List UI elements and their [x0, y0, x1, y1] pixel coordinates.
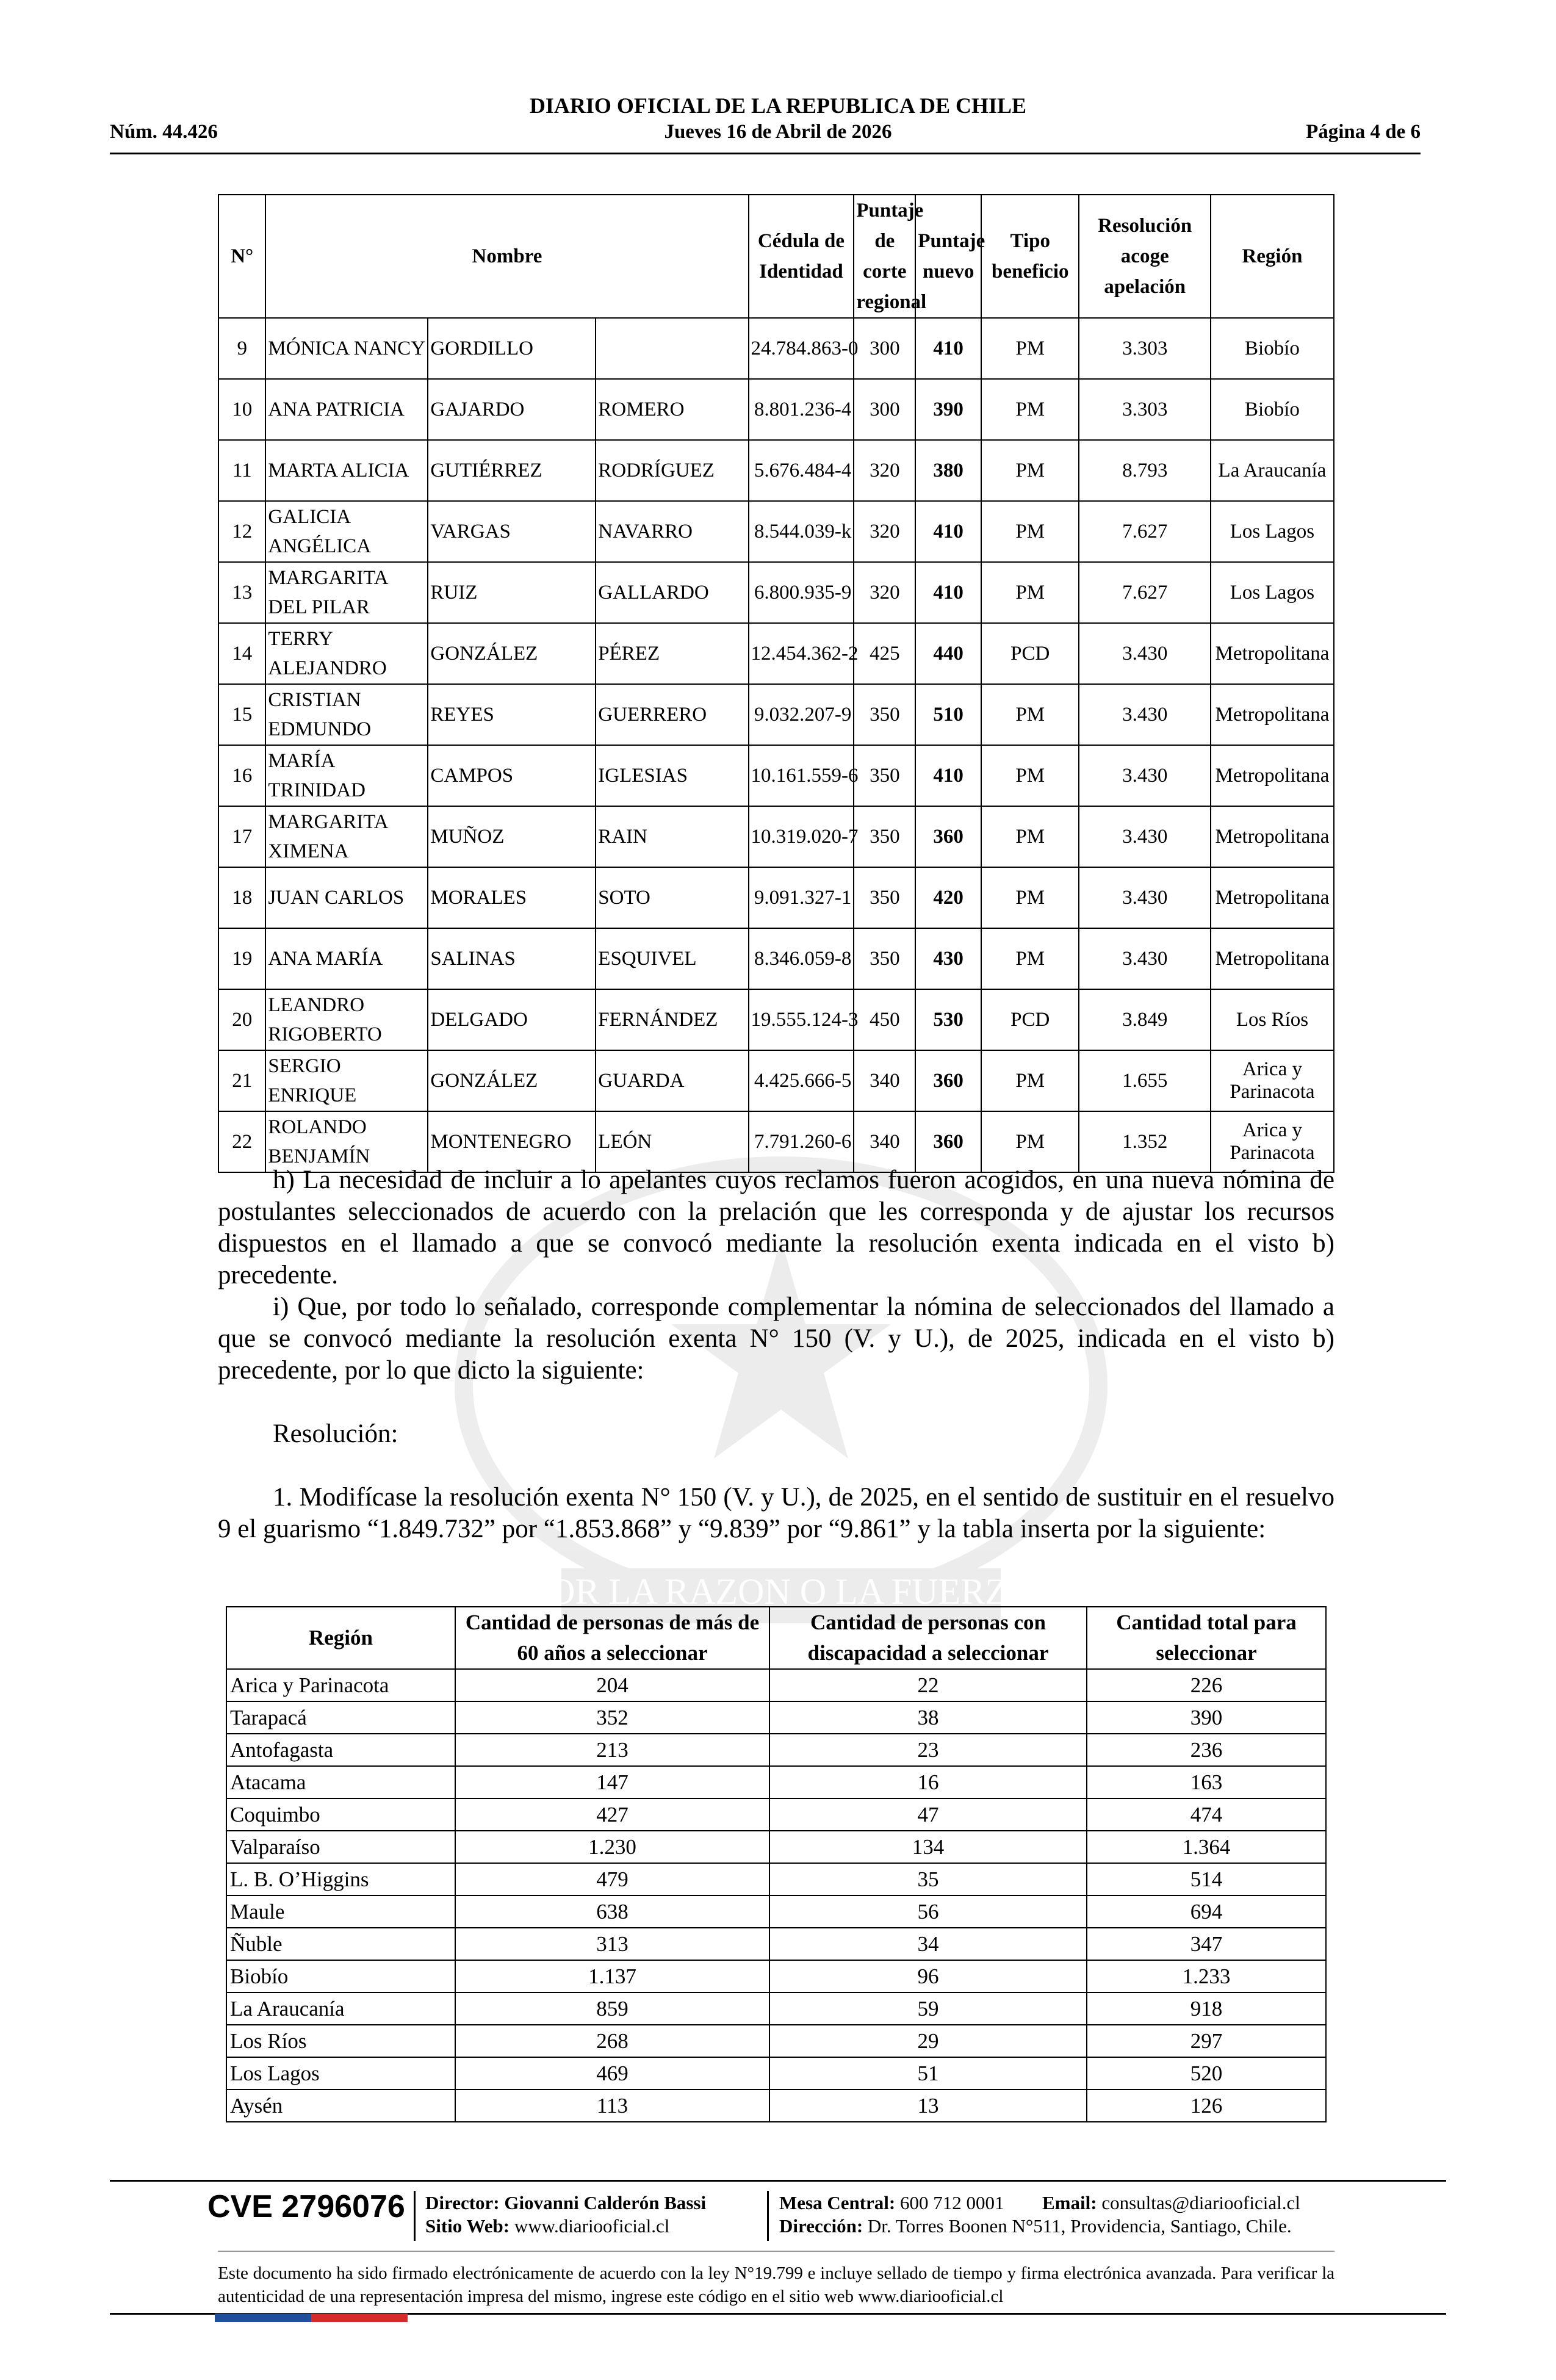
address-info	[779, 2215, 1292, 2238]
id-number: 8.544.039-k	[749, 501, 854, 562]
first-names: CRISTIAN EDMUNDO	[265, 684, 428, 745]
cut-score: 320	[854, 440, 915, 501]
table-row	[218, 501, 1334, 562]
over60-count: 113	[455, 2090, 769, 2122]
row-num: 17	[218, 806, 265, 867]
disability-count: 13	[769, 2090, 1087, 2122]
table-row	[226, 1992, 1326, 2025]
table-row	[218, 623, 1334, 684]
first-names: MARTA ALICIA	[265, 440, 428, 501]
disability-count: 59	[769, 1992, 1087, 2025]
first-names: LEANDRO RIGOBERTO	[265, 989, 428, 1050]
surname-2	[596, 318, 748, 379]
surname-1: MUÑOZ	[428, 806, 596, 867]
row-num: 15	[218, 684, 265, 745]
id-number: 9.032.207-9	[749, 684, 854, 745]
benefit-type: PM	[981, 1111, 1079, 1172]
table-row	[218, 440, 1334, 501]
benefit-type: PM	[981, 745, 1079, 806]
cut-score: 340	[854, 1111, 915, 1172]
resolution-number: 1.655	[1079, 1050, 1210, 1111]
cut-score: 300	[854, 379, 915, 440]
footer-separator	[414, 2191, 416, 2241]
benefit-type: PM	[981, 684, 1079, 745]
row-num: 21	[218, 1050, 265, 1111]
cut-score: 350	[854, 867, 915, 928]
surname-2: PÉREZ	[596, 623, 748, 684]
region: Los Lagos	[226, 2057, 455, 2090]
total-count: 226	[1087, 1669, 1326, 1701]
over60-count: 213	[455, 1734, 769, 1766]
disability-count: 35	[769, 1863, 1087, 1895]
cut-score: 450	[854, 989, 915, 1050]
address-value: Dr. Torres Boonen N°511, Providencia, Santiago, Chile.	[867, 2215, 1292, 2237]
total-count: 297	[1087, 2025, 1326, 2057]
region: Los Lagos	[1211, 562, 1334, 623]
over60-count: 479	[455, 1863, 769, 1895]
over60-count: 1.137	[455, 1960, 769, 1992]
disability-count: 56	[769, 1895, 1087, 1928]
surname-1: GORDILLO	[428, 318, 596, 379]
email-label: Email:	[1042, 2192, 1097, 2213]
id-number: 9.091.327-1	[749, 867, 854, 928]
first-names: MARÍA TRINIDAD	[265, 745, 428, 806]
first-names: JUAN CARLOS	[265, 867, 428, 928]
website-link[interactable]: www.diariooficial.cl	[514, 2215, 670, 2237]
disability-count: 96	[769, 1960, 1087, 1992]
col-disability: Cantidad de personas con discapacidad a seleccionar	[769, 1607, 1087, 1669]
appellants-table	[218, 194, 1334, 1173]
total-count: 694	[1087, 1895, 1326, 1928]
new-score: 360	[915, 806, 981, 867]
row-num: 13	[218, 562, 265, 623]
region: Tarapacá	[226, 1701, 455, 1734]
flag-red-segment	[311, 2313, 408, 2322]
table-row	[218, 989, 1334, 1050]
director-info	[425, 2191, 706, 2215]
row-num: 10	[218, 379, 265, 440]
footer-divider	[110, 2180, 1446, 2182]
surname-2: FERNÁNDEZ	[596, 989, 748, 1050]
surname-2: GUERRERO	[596, 684, 748, 745]
table-row	[226, 1734, 1326, 1766]
cut-score: 320	[854, 501, 915, 562]
row-num: 12	[218, 501, 265, 562]
table-row	[226, 1928, 1326, 1960]
id-number: 12.454.362-2	[749, 623, 854, 684]
total-count: 1.364	[1087, 1831, 1326, 1863]
row-num: 22	[218, 1111, 265, 1172]
new-score: 410	[915, 318, 981, 379]
table-row	[218, 867, 1334, 928]
row-num: 19	[218, 928, 265, 989]
benefit-type: PM	[981, 867, 1079, 928]
first-names: MÓNICA NANCY	[265, 318, 428, 379]
watermark-motto: POR LA RAZON O LA FUERZA	[528, 1571, 1034, 1612]
region-quota-table	[226, 1606, 1327, 2122]
disability-count: 47	[769, 1798, 1087, 1831]
row-num: 14	[218, 623, 265, 684]
footer-thin-divider	[218, 2251, 1334, 2252]
table-row	[226, 2057, 1326, 2090]
email-info	[1042, 2191, 1300, 2215]
page-indicator: Página 4 de 6	[1306, 121, 1421, 143]
cve-code: CVE 2796076	[207, 2189, 405, 2224]
surname-1: SALINAS	[428, 928, 596, 989]
resolution-number: 7.627	[1079, 562, 1210, 623]
newspaper-title: DIARIO OFICIAL DE LA REPUBLICA DE CHILE	[529, 93, 1027, 118]
surname-2: GALLARDO	[596, 562, 748, 623]
id-number: 6.800.935-9	[749, 562, 854, 623]
director-name: Giovanni Calderón Bassi	[504, 2192, 707, 2213]
surname-1: MORALES	[428, 867, 596, 928]
table-row	[218, 379, 1334, 440]
resolution-heading: Resolución:	[273, 1419, 398, 1448]
benefit-type: PM	[981, 562, 1079, 623]
benefit-type: PM	[981, 440, 1079, 501]
region: Metropolitana	[1211, 806, 1334, 867]
table-row	[218, 1111, 1334, 1172]
issue-number: Núm. 44.426	[110, 121, 218, 143]
cut-score: 320	[854, 562, 915, 623]
table-row	[226, 1831, 1326, 1863]
region: La Araucanía	[226, 1992, 455, 2025]
surname-2: GUARDA	[596, 1050, 748, 1111]
id-number: 24.784.863-0	[749, 318, 854, 379]
total-count: 236	[1087, 1734, 1326, 1766]
region: L. B. O’Higgins	[226, 1863, 455, 1895]
disability-count: 16	[769, 1766, 1087, 1798]
total-count: 163	[1087, 1766, 1326, 1798]
total-count: 918	[1087, 1992, 1326, 2025]
new-score: 510	[915, 684, 981, 745]
resolution-number: 7.627	[1079, 501, 1210, 562]
region: Coquimbo	[226, 1798, 455, 1831]
over60-count: 204	[455, 1669, 769, 1701]
over60-count: 1.230	[455, 1831, 769, 1863]
phone-info	[779, 2191, 1004, 2215]
id-number: 19.555.124-3	[749, 989, 854, 1050]
phone-number: 600 712 0001	[900, 2192, 1004, 2213]
over60-count: 859	[455, 1992, 769, 2025]
region: Atacama	[226, 1766, 455, 1798]
surname-1: RUIZ	[428, 562, 596, 623]
id-number: 8.346.059-8	[749, 928, 854, 989]
cut-score: 425	[854, 623, 915, 684]
row-num: 20	[218, 989, 265, 1050]
new-score: 440	[915, 623, 981, 684]
email-link[interactable]: consultas@diariooficial.cl	[1101, 2192, 1300, 2213]
new-score: 410	[915, 501, 981, 562]
benefit-type: PM	[981, 379, 1079, 440]
resolution-number: 3.430	[1079, 623, 1210, 684]
first-names: SERGIO ENRIQUE	[265, 1050, 428, 1111]
cut-score: 300	[854, 318, 915, 379]
surname-2: RODRÍGUEZ	[596, 440, 748, 501]
col-type: Tipo beneficio	[981, 195, 1079, 318]
new-score: 380	[915, 440, 981, 501]
col-id: Cédula de Identidad	[749, 195, 854, 318]
surname-1: MONTENEGRO	[428, 1111, 596, 1172]
surname-2: SOTO	[596, 867, 748, 928]
id-number: 10.319.020-7	[749, 806, 854, 867]
cut-score: 350	[854, 806, 915, 867]
resolution-number: 3.303	[1079, 379, 1210, 440]
row-num: 9	[218, 318, 265, 379]
flag-stripe	[215, 2313, 408, 2322]
row-num: 11	[218, 440, 265, 501]
resolution-number: 8.793	[1079, 440, 1210, 501]
phone-label: Mesa Central:	[779, 2192, 896, 2213]
col-total: Cantidad total para seleccionar	[1087, 1607, 1326, 1669]
benefit-type: PM	[981, 928, 1079, 989]
over60-count: 469	[455, 2057, 769, 2090]
first-names: TERRY ALEJANDRO	[265, 623, 428, 684]
col-name: Nombre	[265, 195, 748, 318]
col-cut: Puntaje de corte regional	[854, 195, 915, 318]
region: Metropolitana	[1211, 745, 1334, 806]
benefit-type: PCD	[981, 623, 1079, 684]
total-count: 347	[1087, 1928, 1326, 1960]
id-number: 8.801.236-4	[749, 379, 854, 440]
table-row	[218, 806, 1334, 867]
region: Metropolitana	[1211, 928, 1334, 989]
id-number: 4.425.666-5	[749, 1050, 854, 1111]
surname-2: IGLESIAS	[596, 745, 748, 806]
total-count: 126	[1087, 2090, 1326, 2122]
table-row	[226, 1669, 1326, 1701]
region: Los Ríos	[226, 2025, 455, 2057]
surname-2: ROMERO	[596, 379, 748, 440]
website-info	[425, 2215, 669, 2238]
id-number: 7.791.260-6	[749, 1111, 854, 1172]
col-over60: Cantidad de personas de más de 60 años a seleccionar	[455, 1607, 769, 1669]
over60-count: 352	[455, 1701, 769, 1734]
region: Arica y Parinacota	[1211, 1050, 1334, 1111]
paragraph-1: 1. Modifícase la resolución exenta N° 150 (V. y U.), de 2025, en el sentido de sustituir en el resuelvo 9 el guarismo “1.849.732” por “1.853.868” y “9.839” por “9.861” y la tabla inserta por la siguiente:	[218, 1483, 1334, 1543]
total-count: 514	[1087, 1863, 1326, 1895]
new-score: 430	[915, 928, 981, 989]
resolution-number: 3.430	[1079, 928, 1210, 989]
region: Maule	[226, 1895, 455, 1928]
website-label: Sitio Web:	[425, 2215, 510, 2237]
resolution-number: 3.849	[1079, 989, 1210, 1050]
paragraph-h: h) La necesidad de incluir a lo apelantes cuyos reclamos fueron acogidos, en una nueva nómina de postulantes seleccionados de acuerdo con la prelación que les corresponda y de ajustar los recursos dispuestos en el llamado a que se convocó mediante la resolución exenta indicada en el visto b) precedente.	[218, 1166, 1334, 1289]
surname-1: GONZÁLEZ	[428, 623, 596, 684]
surname-1: GAJARDO	[428, 379, 596, 440]
region: Los Ríos	[1211, 989, 1334, 1050]
total-count: 1.233	[1087, 1960, 1326, 1992]
table-row	[226, 1960, 1326, 1992]
benefit-type: PM	[981, 318, 1079, 379]
region: Metropolitana	[1211, 867, 1334, 928]
table-row	[218, 562, 1334, 623]
over60-count: 147	[455, 1766, 769, 1798]
total-count: 520	[1087, 2057, 1326, 2090]
benefit-type: PM	[981, 806, 1079, 867]
paragraph-i: i) Que, por todo lo señalado, corresponde complementar la nómina de seleccionados del llamado a que se convocó mediante la resolución exenta N° 150 (V. y U.), de 2025, indicada en el visto b) precedente, por lo que dicto la siguiente:	[218, 1293, 1334, 1385]
header-divider	[110, 153, 1421, 154]
region: Los Lagos	[1211, 501, 1334, 562]
region: Aysén	[226, 2090, 455, 2122]
total-count: 390	[1087, 1701, 1326, 1734]
resolution-number: 3.430	[1079, 806, 1210, 867]
disability-count: 38	[769, 1701, 1087, 1734]
cut-score: 350	[854, 928, 915, 989]
region: Valparaíso	[226, 1831, 455, 1863]
region: Biobío	[1211, 318, 1334, 379]
resolution-number: 1.352	[1079, 1111, 1210, 1172]
disability-count: 34	[769, 1928, 1087, 1960]
first-names: MARGARITA XIMENA	[265, 806, 428, 867]
over60-count: 268	[455, 2025, 769, 2057]
table-row	[226, 1863, 1326, 1895]
new-score: 390	[915, 379, 981, 440]
new-score: 410	[915, 562, 981, 623]
flag-blue-segment	[215, 2313, 311, 2322]
region: Metropolitana	[1211, 684, 1334, 745]
row-num: 16	[218, 745, 265, 806]
region: Metropolitana	[1211, 623, 1334, 684]
region: Ñuble	[226, 1928, 455, 1960]
over60-count: 313	[455, 1928, 769, 1960]
resolution-number: 3.430	[1079, 684, 1210, 745]
address-label: Dirección:	[779, 2215, 863, 2237]
id-number: 10.161.559-6	[749, 745, 854, 806]
table-header-row	[218, 195, 1334, 318]
resolution-number: 3.430	[1079, 745, 1210, 806]
surname-2: RAIN	[596, 806, 748, 867]
first-names: MARGARITA DEL PILAR	[265, 562, 428, 623]
disability-count: 51	[769, 2057, 1087, 2090]
footer-separator	[767, 2191, 769, 2241]
cut-score: 340	[854, 1050, 915, 1111]
col-score: Puntaje nuevo	[915, 195, 981, 318]
row-num: 18	[218, 867, 265, 928]
col-num: N°	[218, 195, 265, 318]
table-row	[218, 318, 1334, 379]
region: Arica y Parinacota	[1211, 1111, 1334, 1172]
table-row	[226, 1701, 1326, 1734]
table-row	[226, 1798, 1326, 1831]
resolution-number: 3.303	[1079, 318, 1210, 379]
first-names: GALICIA ANGÉLICA	[265, 501, 428, 562]
surname-1: GONZÁLEZ	[428, 1050, 596, 1111]
region: Biobío	[1211, 379, 1334, 440]
total-count: 474	[1087, 1798, 1326, 1831]
first-names: ROLANDO BENJAMÍN	[265, 1111, 428, 1172]
region: La Araucanía	[1211, 440, 1334, 501]
col-resolution: Resolución acoge apelación	[1079, 195, 1210, 318]
first-names: ANA MARÍA	[265, 928, 428, 989]
table-row	[218, 684, 1334, 745]
new-score: 530	[915, 989, 981, 1050]
region: Antofagasta	[226, 1734, 455, 1766]
table-row	[218, 745, 1334, 806]
cut-score: 350	[854, 745, 915, 806]
table-row	[226, 2090, 1326, 2122]
over60-count: 638	[455, 1895, 769, 1928]
surname-2: ESQUIVEL	[596, 928, 748, 989]
benefit-type: PM	[981, 1050, 1079, 1111]
surname-2: LEÓN	[596, 1111, 748, 1172]
table-row	[218, 928, 1334, 989]
region: Biobío	[226, 1960, 455, 1992]
director-label: Director:	[425, 2192, 500, 2213]
table-row	[226, 1895, 1326, 1928]
surname-1: GUTIÉRREZ	[428, 440, 596, 501]
benefit-type: PCD	[981, 989, 1079, 1050]
disability-count: 134	[769, 1831, 1087, 1863]
disability-count: 29	[769, 2025, 1087, 2057]
disability-count: 22	[769, 1669, 1087, 1701]
surname-1: DELGADO	[428, 989, 596, 1050]
col-region: Región	[1211, 195, 1334, 318]
disability-count: 23	[769, 1734, 1087, 1766]
first-names: ANA PATRICIA	[265, 379, 428, 440]
col-region: Región	[226, 1607, 455, 1669]
resolution-number: 3.430	[1079, 867, 1210, 928]
table-row	[218, 1050, 1334, 1111]
cut-score: 350	[854, 684, 915, 745]
surname-1: CAMPOS	[428, 745, 596, 806]
over60-count: 427	[455, 1798, 769, 1831]
region: Arica y Parinacota	[226, 1669, 455, 1701]
table-row	[226, 1766, 1326, 1798]
surname-1: REYES	[428, 684, 596, 745]
surname-1: VARGAS	[428, 501, 596, 562]
id-number: 5.676.484-4	[749, 440, 854, 501]
new-score: 410	[915, 745, 981, 806]
legal-notice: Este documento ha sido firmado electrónicamente de acuerdo con la ley N°19.799 e incluye sellado de tiempo y firma electrónica avanzada. Para verificar la autenticidad de una representación impresa del mismo, ingrese este código en el sitio web www.diariooficial.cl	[218, 2263, 1334, 2306]
table-header-row	[226, 1607, 1326, 1669]
new-score: 360	[915, 1111, 981, 1172]
benefit-type: PM	[981, 501, 1079, 562]
surname-2: NAVARRO	[596, 501, 748, 562]
new-score: 420	[915, 867, 981, 928]
new-score: 360	[915, 1050, 981, 1111]
table-row	[226, 2025, 1326, 2057]
issue-date: Jueves 16 de Abril de 2026	[664, 121, 892, 143]
